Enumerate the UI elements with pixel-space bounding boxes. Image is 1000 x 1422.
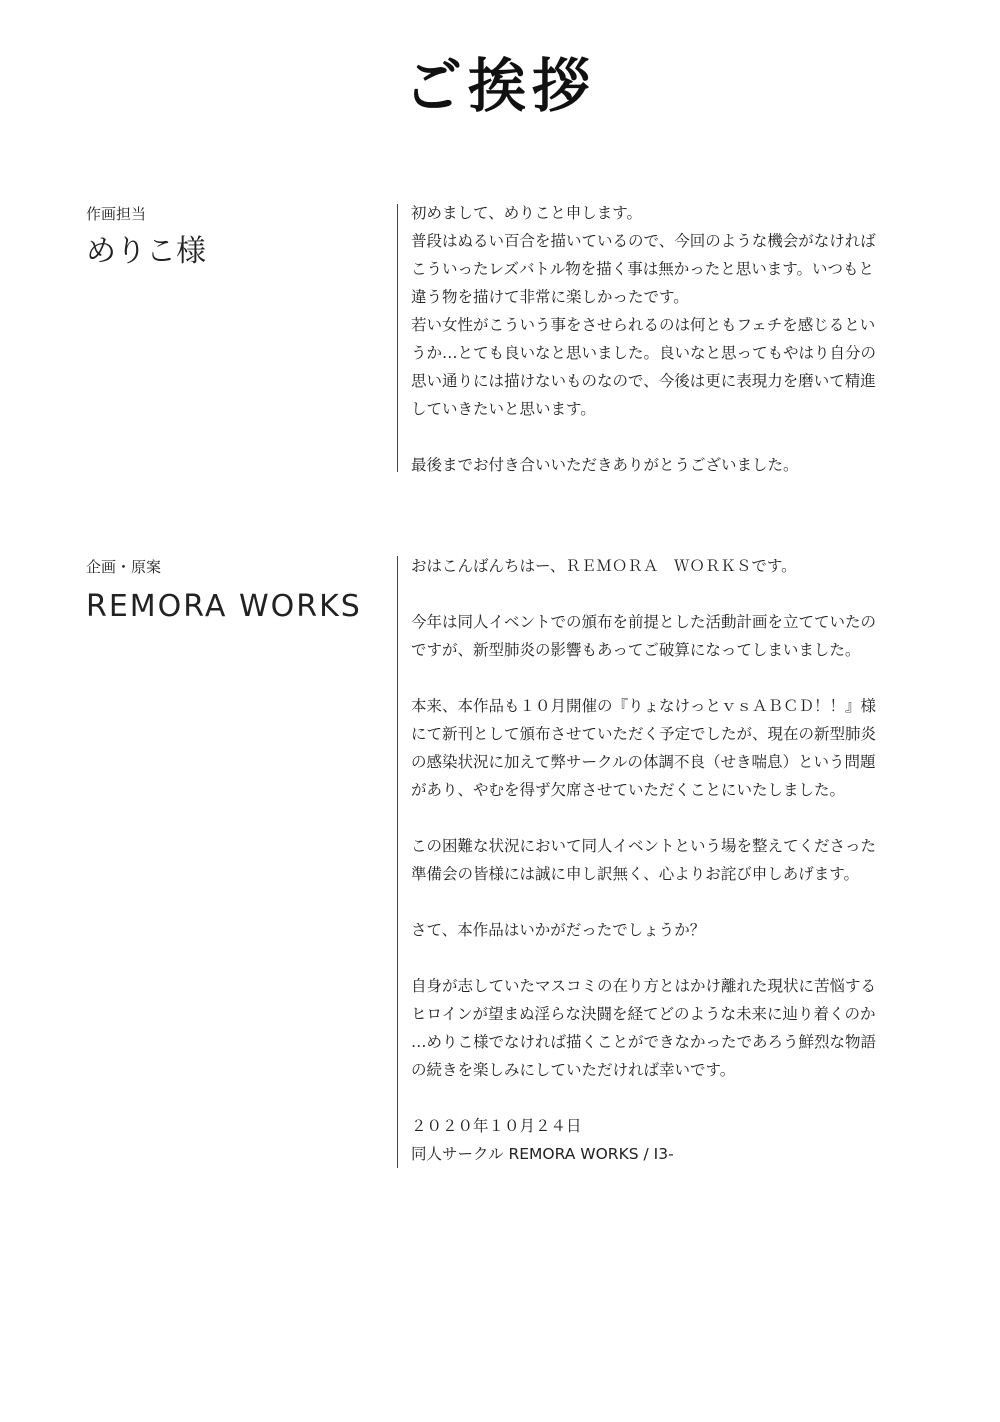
planner-message-line: の続きを楽しみにしていただければ幸いです。 (411, 1061, 736, 1079)
planner-message-line: ですが、新型肺炎の影響もあってご破算になってしまいました。 (411, 641, 861, 659)
planner-message-line: 準備会の皆様には誠に申し訳無く、心よりお詫び申しあげます。 (411, 865, 859, 883)
artist-message-line: 最後までお付き合いいただきありがとうございました。 (411, 456, 799, 474)
planner-message-line (411, 1084, 941, 1112)
artist-role-label: 作画担当 (86, 205, 147, 223)
artist-message (411, 199, 941, 479)
planner-name: REMORA WORKS (86, 589, 362, 624)
planner-message-line: この困難な状況において同人イベントという場を整えてくださった (411, 837, 877, 855)
artist-message-line: 違う物を描けて非常に楽しかったです。 (411, 288, 689, 306)
planner-message-line: にて新刊として頒布させていただく予定でしたが、現在の新型肺炎 (411, 725, 877, 743)
planner-message-line: ヒロインが望まぬ淫らな決闘を経てどのような未来に辿り着くのか (411, 1005, 876, 1023)
planner-message-line (411, 944, 941, 972)
planner-divider (397, 556, 398, 1168)
artist-message-line: 思い通りには描けないものなので、今後は更に表現力を磨いて精進 (411, 372, 876, 390)
artist-message-line: こういったレズバトル物を描く事は無かったと思います。いつもと (411, 260, 874, 278)
planner-message-line: …めりこ様でなければ描くことができなかったであろう鮮烈な物語 (411, 1033, 877, 1051)
planner-message (411, 552, 941, 1168)
planner-message-line: 自身が志していたマスコミの在り方とはかけ離れた現状に苦悩する (411, 977, 877, 995)
planner-message-line (411, 664, 941, 692)
artist-message-line: 若い女性がこういう事をさせられるのは何ともフェチを感じるとい (411, 316, 876, 334)
planner-message-line: おはこんばんちはー、ＲＥＭＯＲＡ ＷＯＲＫＳです。 (411, 557, 797, 575)
planner-message-line: 本来、本作品も１０月開催の『りょなけっとｖｓＡＢＣＤ！！』様 (411, 697, 877, 715)
planner-message-line: の感染状況に加えて弊サークルの体調不良（せき喘息）という問題 (411, 753, 876, 771)
planner-message-line (411, 580, 941, 608)
planner-message-line (411, 888, 941, 916)
artist-message-line (411, 423, 941, 451)
planner-message-line: ２０２０年１０月２４日 (411, 1117, 582, 1135)
planner-message-line: があり、やむを得ず欠席させていただくことにいたしました。 (411, 781, 846, 799)
planner-message-line: 同人サークル REMORA WORKS / I3- (411, 1145, 674, 1163)
planner-message-line: さて、本作品はいかがだったでしょうか？ (411, 921, 706, 939)
artist-divider (397, 204, 398, 472)
artist-message-line: していきたいと思います。 (411, 400, 596, 418)
artist-message-line: 普段はぬるい百合を描いているので、今回のような機会がなければ (411, 232, 876, 250)
page-title: ご挨拶 (403, 52, 596, 120)
planner-role-label: 企画・原案 (86, 558, 162, 576)
planner-message-line: 今年は同人イベントでの頒布を前提とした活動計画を立てていたの (411, 613, 877, 631)
artist-message-line: うか…とても良いなと思いました。良いなと思ってもやはり自分の (411, 344, 877, 362)
planner-message-line (411, 804, 941, 832)
artist-name: めりこ様 (86, 234, 206, 269)
artist-message-line: 初めまして、めりこと申します。 (411, 204, 642, 222)
